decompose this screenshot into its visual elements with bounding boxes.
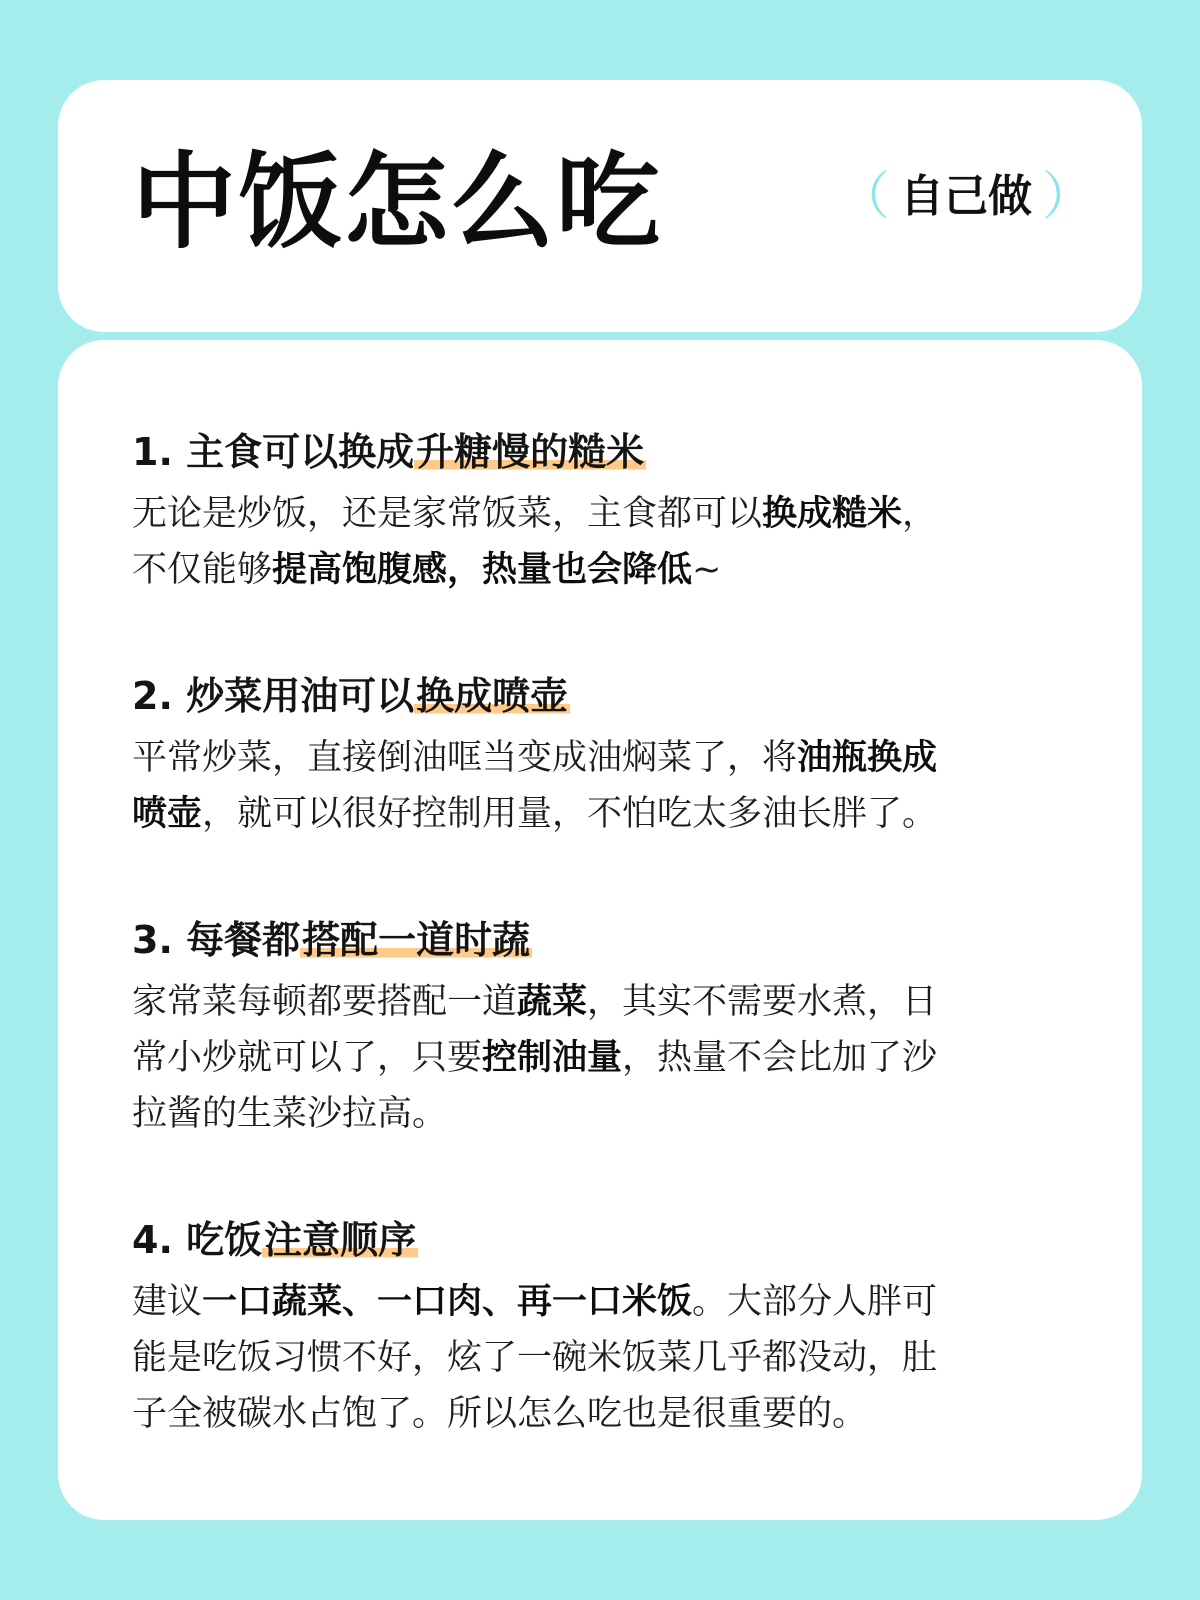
- body-text: 不仅能够: [132, 550, 273, 590]
- tip-body-line: [132, 1330, 1068, 1386]
- subtitle-tag: [838, 168, 1094, 226]
- emphasis-text: 控制油量: [482, 1038, 623, 1078]
- tip-heading-highlight: 注意顺序: [264, 1218, 417, 1262]
- tip-section: [132, 670, 1068, 842]
- body-text: 常小炒就可以了，只要: [132, 1038, 483, 1078]
- tip-heading-highlight: 换成喷壶: [416, 674, 569, 718]
- body-text: 能是吃饭习惯不好，炫了一碗米饭菜几乎都没动，肚: [132, 1338, 938, 1378]
- emphasis-text: 喷壶: [132, 794, 203, 834]
- emphasis-text: 油瓶换成: [797, 738, 938, 778]
- body-text: ，: [902, 494, 938, 534]
- tip-body-line: [132, 542, 1068, 598]
- header-card: [58, 80, 1142, 332]
- tip-heading: [132, 914, 1068, 966]
- tip-heading-text: 每餐都: [186, 918, 301, 962]
- tip-body-line: [132, 1030, 1068, 1086]
- body-text: 拉酱的生菜沙拉高。: [132, 1094, 448, 1134]
- body-text: ，热量不会比加了沙: [622, 1038, 938, 1078]
- tip-body-line: [132, 786, 1068, 842]
- tip-section: [132, 914, 1068, 1142]
- tip-heading-text: 吃饭: [186, 1218, 263, 1262]
- tag-open-paren: （: [837, 167, 890, 227]
- body-text: ，就可以很好控制用量，不怕吃太多油长胖了。: [202, 794, 938, 834]
- tip-body-line: [132, 1386, 1068, 1442]
- tip-body: [132, 1274, 1068, 1442]
- tip-body-line: [132, 1086, 1068, 1142]
- body-text: 平常炒菜，直接倒油哐当变成油焖菜了，将: [132, 738, 798, 778]
- tag-text: 自己做: [899, 171, 1032, 222]
- tip-heading: [132, 670, 1068, 722]
- body-text: 建议: [132, 1282, 203, 1322]
- tip-body: [132, 974, 1068, 1142]
- tip-number: 1.: [132, 430, 173, 474]
- tip-heading-highlight: 升糖慢的糙米: [416, 430, 645, 474]
- body-text: 无论是炒饭，还是家常饭菜，主食都可以: [132, 494, 763, 534]
- tip-heading-text: 主食可以换成: [186, 430, 415, 474]
- tip-body: [132, 486, 1068, 598]
- content-card: [58, 340, 1142, 1520]
- emphasis-text: 提高饱腹感，热量也会降低: [272, 550, 693, 590]
- tip-section: [132, 426, 1068, 598]
- body-text: ~: [692, 550, 722, 590]
- emphasis-text: 换成糙米: [762, 494, 903, 534]
- tag-close-paren: ）: [1041, 167, 1094, 227]
- tip-body-line: [132, 974, 1068, 1030]
- tip-heading: [132, 426, 1068, 478]
- tip-body: [132, 730, 1068, 842]
- body-text: 子全被碳水占饱了。所以怎么吃也是很重要的。: [132, 1394, 868, 1434]
- tip-section: [132, 1214, 1068, 1442]
- tip-body-line: [132, 486, 1068, 542]
- tip-number: 2.: [132, 674, 173, 718]
- tip-body-line: [132, 1274, 1068, 1330]
- tip-heading: [132, 1214, 1068, 1266]
- dashed-divider: [104, 335, 1096, 338]
- tip-heading-text: 炒菜用油可以: [186, 674, 415, 718]
- emphasis-text: 蔬菜: [517, 982, 588, 1022]
- body-text: 。大部分人胖可: [692, 1282, 938, 1322]
- emphasis-text: 一口蔬菜、一口肉、再一口米饭: [202, 1282, 693, 1322]
- body-text: 家常菜每顿都要搭配一道: [132, 982, 518, 1022]
- tip-number: 3.: [132, 918, 173, 962]
- tip-number: 4.: [132, 1218, 173, 1262]
- tip-heading-highlight: 搭配一道时蔬: [302, 918, 531, 962]
- tip-body-line: [132, 730, 1068, 786]
- page-title: 中饭怎么吃: [132, 141, 663, 263]
- body-text: ，其实不需要水煮，日: [587, 982, 938, 1022]
